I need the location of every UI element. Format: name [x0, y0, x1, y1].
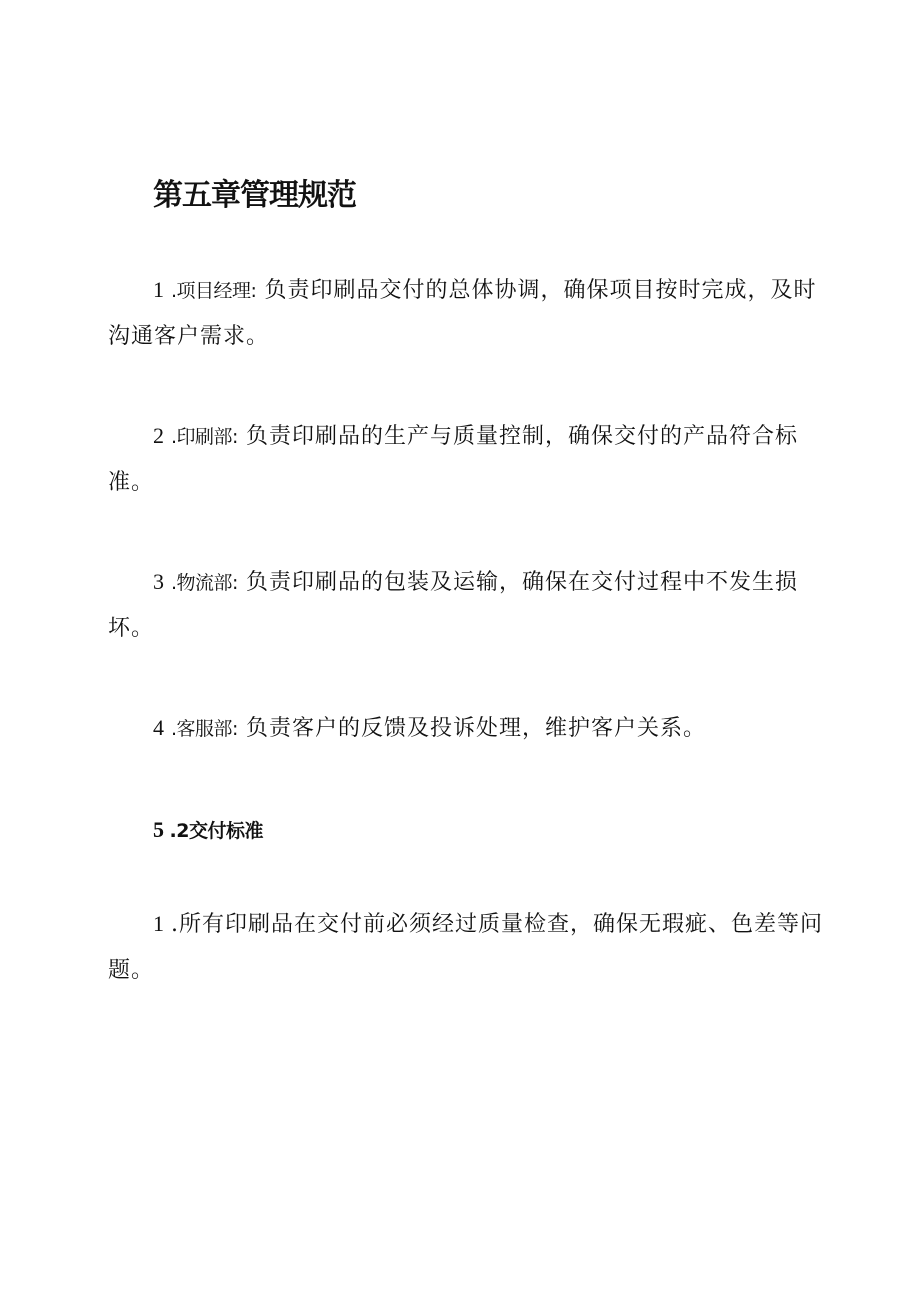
role-item-logistics [108, 559, 838, 652]
section-number: 5 [153, 817, 164, 842]
role-text: 负责印刷品的包装及运输，确保在交付过程中不发生损坏。 [108, 570, 798, 641]
role-label: .物流部: [171, 572, 238, 594]
role-number: 2 [153, 423, 165, 448]
standard-item [108, 901, 838, 994]
role-text: 负责客户的反馈及投诉处理，维护客户关系。 [237, 716, 706, 741]
role-number: 1 [153, 277, 165, 302]
role-label: .印刷部: [171, 426, 238, 448]
role-item-printing [108, 413, 838, 506]
role-item-project-manager [108, 267, 838, 360]
section-title: .2交付标准 [169, 820, 263, 842]
role-item-customer-service [108, 705, 838, 752]
standard-text: .所有印刷品在交付前必须经过质量检查，确保无瑕疵、色差等问题。 [108, 912, 823, 983]
role-label: .客服部: [171, 718, 238, 740]
role-text: 负责印刷品交付的总体协调，确保项目按时完成，及时沟通客户需求。 [108, 278, 817, 349]
role-text: 负责印刷品的生产与质量控制，确保交付的产品符合标准。 [108, 424, 798, 495]
role-number: 4 [153, 715, 165, 740]
section-heading [153, 812, 263, 849]
role-label: .项目经理: [171, 280, 257, 302]
role-number: 3 [153, 569, 165, 594]
standard-number: 1 [153, 911, 165, 936]
chapter-title: 第五章管理规范 [153, 178, 356, 213]
